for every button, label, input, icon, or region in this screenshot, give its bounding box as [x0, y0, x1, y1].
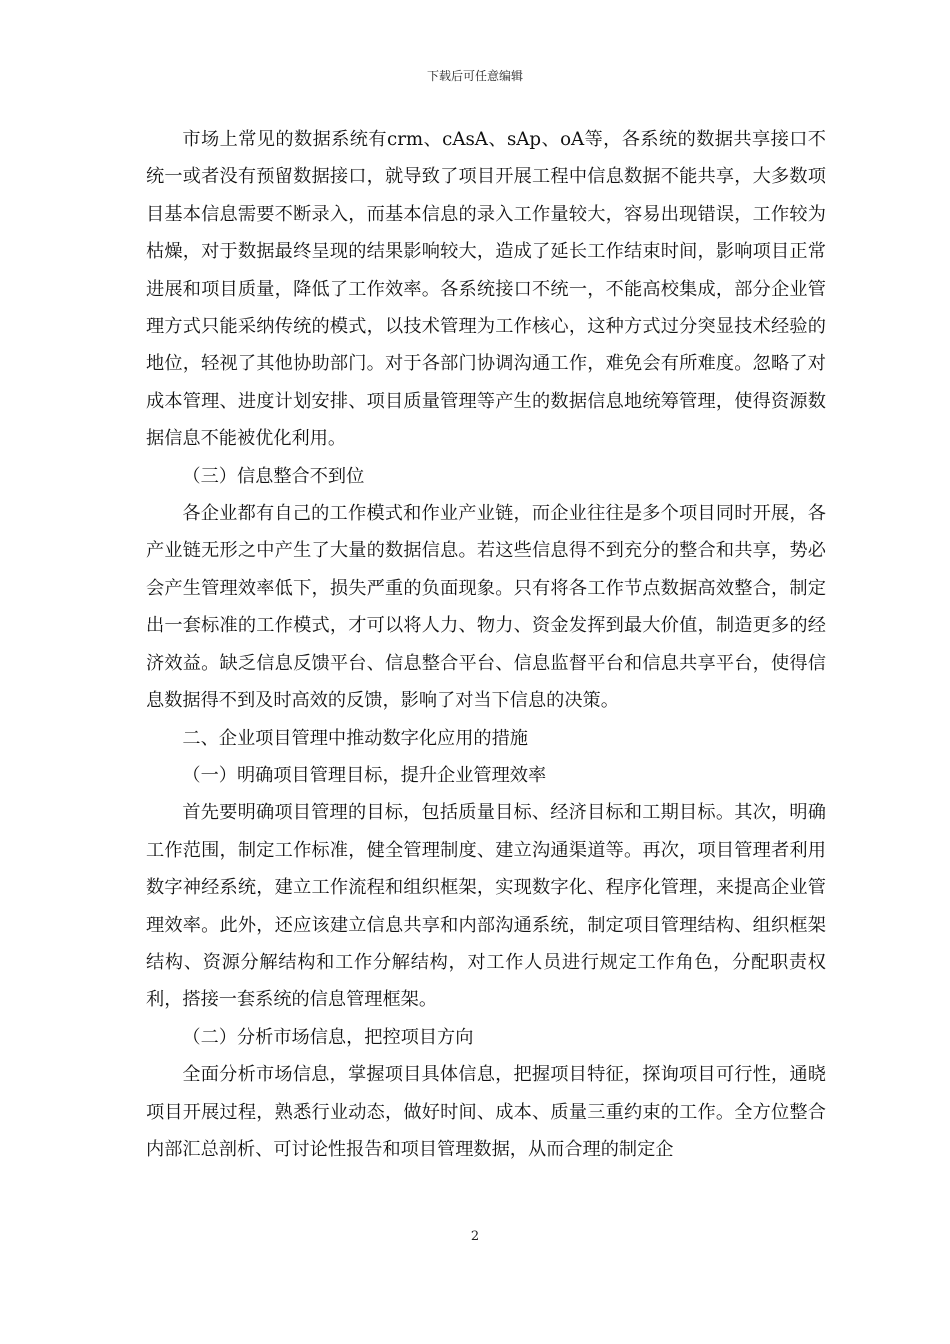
- page-header-note: 下载后可任意编辑: [426, 69, 523, 83]
- paragraph-market-analysis: 全面分析市场信息，掌握项目具体信息，把握项目特征，探询项目可行性，通晓项目开展过程，熟悉行业动态，做好时间、成本、质量三重约束的工作。全方位整合内部汇总剖析、可讨论性报告和项目管理数据，从而合理的制定企: [146, 1064, 826, 1160]
- subheading-market-analysis: （二）分析市场信息，把控项目方向: [182, 1026, 474, 1048]
- subheading-info-integration: （三）信息整合不到位: [182, 465, 365, 487]
- subheading-management-goals: （一）明确项目管理目标，提升企业管理效率: [182, 764, 547, 786]
- document-body: [146, 121, 826, 1168]
- paragraph-management-goals: 首先要明确项目管理的目标，包括质量目标、经济目标和工期目标。其次，明确工作范围，制定工作标准，健全管理制度、建立沟通渠道等。再次，项目管理者利用数字神经系统，建立工作流程和组织框架，实现数字化、程序化管理，来提高企业管理效率。此外，还应该建立信息共享和内部沟通系统，制定项目管理结构、组织框架结构、资源分解结构和工作分解结构，对工作人员进行规定工作角色，分配职责权利，搭接一套系统的信息管理框架。: [146, 802, 826, 1011]
- section-heading-measures: 二、企业项目管理中推动数字化应用的措施: [182, 727, 528, 749]
- paragraph-info-integration: 各企业都有自己的工作模式和作业产业链，而企业往往是多个项目同时开展，各产业链无形之中产生了大量的数据信息。若这些信息得不到充分的整合和共享，势必会产生管理效率低下，损失严重的负面现象。只有将各工作节点数据高效整合，制定出一套标准的工作模式，才可以将人力、物力、资金发挥到最大价值，制造更多的经济效益。缺乏信息反馈平台、信息整合平台、信息监督平台和信息共享平台，使得信息数据得不到及时高效的反馈，影响了对当下信息的决策。: [146, 503, 826, 712]
- paragraph-data-systems: 市场上常见的数据系统有crm、cAsA、sAp、oA等，各系统的数据共享接口不统一或者没有预留数据接口，就导致了项目开展工程中信息数据不能共享，大多数项目基本信息需要不断录入，而基本信息的录入工作量较大，容易出现错误，工作较为枯燥，对于数据最终呈现的结果影响较大，造成了延长工作结束时间，影响项目正常进展和项目质量，降低了工作效率。各系统接口不统一，不能高校集成，部分企业管理方式只能采纳传统的模式，以技术管理为工作核心，这种方式过分突显技术经验的地位，轻视了其他协助部门。对于各部门协调沟通工作，难免会有所难度。忽略了对成本管理、进度计划安排、项目质量管理等产生的数据信息地统筹管理，使得资源数据信息不能被优化利用。: [146, 129, 826, 450]
- page-number: 2: [470, 1229, 480, 1244]
